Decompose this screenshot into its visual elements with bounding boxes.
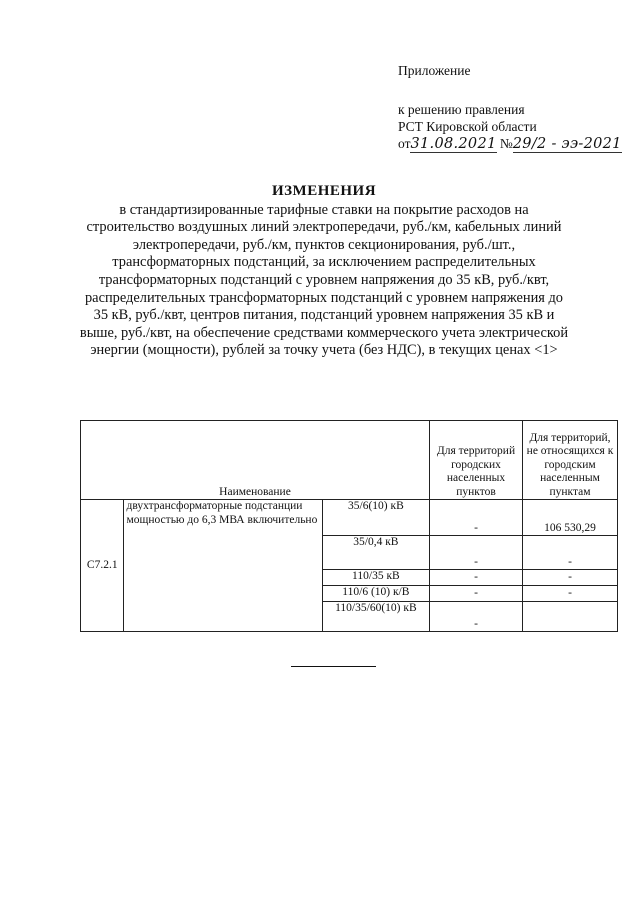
rates-table [80, 420, 618, 632]
annex-header [398, 62, 622, 153]
other-value: - [523, 586, 618, 602]
handwritten-date: 31.08.2021 [410, 136, 497, 152]
annex-line-decision: к решению правления [398, 102, 525, 117]
other-value [523, 602, 618, 632]
number-prefix: № [499, 136, 513, 151]
voltage-cell: 110/35/60(10) кВ [322, 602, 429, 632]
other-value: - [523, 570, 618, 586]
date-prefix: от [398, 136, 411, 151]
row-code: С7.2.1 [81, 500, 124, 632]
urban-value: - [430, 536, 523, 570]
urban-value: - [430, 602, 523, 632]
column-header-urban: Для территорий городских населенных пунктов [430, 421, 523, 500]
annex-line-org: РСТ Кировской области [398, 119, 537, 134]
voltage-cell: 110/6 (10) к/В [322, 586, 429, 602]
other-value: 106 530,29 [523, 500, 618, 536]
row-description: двухтрансформаторные подстанции мощностью до 6,3 МВА включительно [124, 500, 322, 632]
voltage-cell: 110/35 кВ [322, 570, 429, 586]
other-value: - [523, 536, 618, 570]
document-title-block [78, 183, 570, 360]
annex-label: Приложение [398, 63, 471, 78]
column-header-name: Наименование [81, 421, 430, 500]
urban-value: - [430, 586, 523, 602]
document-title: ИЗМЕНЕНИЯ [271, 183, 377, 199]
urban-value: - [430, 500, 523, 536]
handwritten-number: 29/2 - ээ-2021 [512, 136, 622, 152]
voltage-cell: 35/0,4 кВ [322, 536, 429, 570]
table-header-row [81, 421, 618, 500]
urban-value: - [430, 570, 523, 586]
table-row [81, 500, 618, 536]
document-subtitle: в стандартизированные тарифные ставки на покрытие расходов на строительство воздушных линий электропередачи, руб./км, кабельных линий электропередачи, руб./км, пунктов секционирования, руб./шт., трансформаторных подстанций, за исключением распределительных трансформаторных подстанций с уровнем напряжения до 35 кВ, руб./квт, распределительных трансформаторных подстанций с уровнем напряжения до 35 кВ, руб./квт, центров питания, подстанций уровнем напряжения 35 кВ и выше, руб./квт, на обеспечение средствами коммерческого учета электрической энергии (мощности), рублей за точку учета (без НДС), в текущих ценах <1> [79, 201, 569, 359]
column-header-other: Для территорий, не относящихся к городским населенным пунктам [523, 421, 618, 500]
end-divider-line [291, 666, 376, 667]
annex-line-date-number [398, 135, 622, 153]
voltage-cell: 35/6(10) кВ [322, 500, 429, 536]
